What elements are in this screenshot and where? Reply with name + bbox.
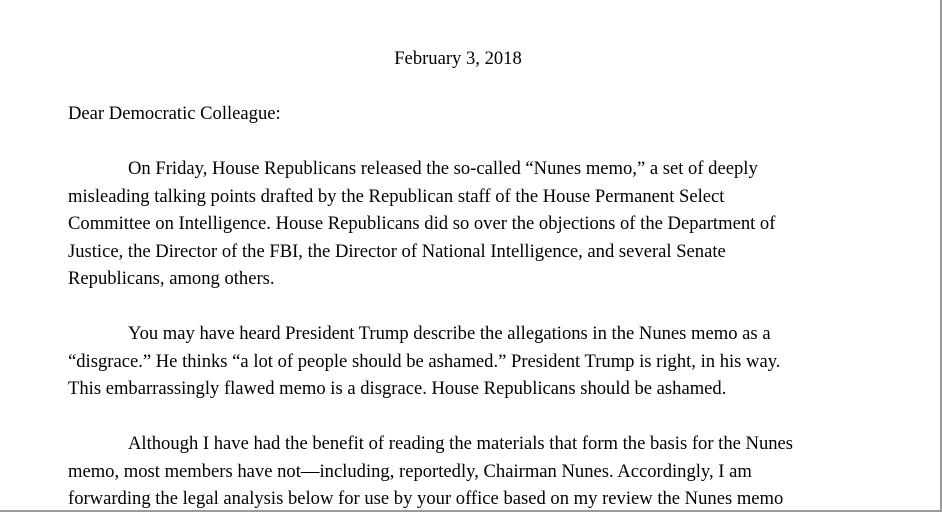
paragraph-line: You may have heard President Trump describe the allegations in the Nunes memo as a [128,323,771,344]
paragraph-line: This embarrassingly flawed memo is a disgrace. House Republicans should be ashamed. [68,378,727,399]
paragraph-2 [68,320,928,403]
paragraph-line: memo, most members have not—including, reportedly, Chairman Nunes. Accordingly, I am [68,460,752,482]
paragraph-line: Justice, the Director of the FBI, the Director of National Intelligence, and several Senate [68,240,726,262]
paragraph-1 [68,155,928,293]
paragraph-line: On Friday, House Republicans released the so-called “Nunes memo,” a set of deeply [128,158,758,179]
letter-salutation: Dear Democratic Colleague: [68,103,281,124]
paragraph-line: misleading talking points drafted by the Republican staff of the House Permanent Select [68,185,725,207]
paragraph-line: Republicans, among others. [68,268,275,289]
paragraph-line: forwarding the legal analysis below for use by your office based on my review the Nunes memo [68,488,784,509]
paragraph-3 [68,430,928,512]
paragraph-line: Although I have had the benefit of reading the materials that form the basis for the Nunes [128,433,794,454]
letter-date: February 3, 2018 [394,48,522,69]
paragraph-line: “disgrace.” He thinks “a lot of people should be ashamed.” President Trump is right, in his way. [68,350,781,372]
paragraph-line: Committee on Intelligence. House Republicans did so over the objections of the Department of [68,213,776,234]
